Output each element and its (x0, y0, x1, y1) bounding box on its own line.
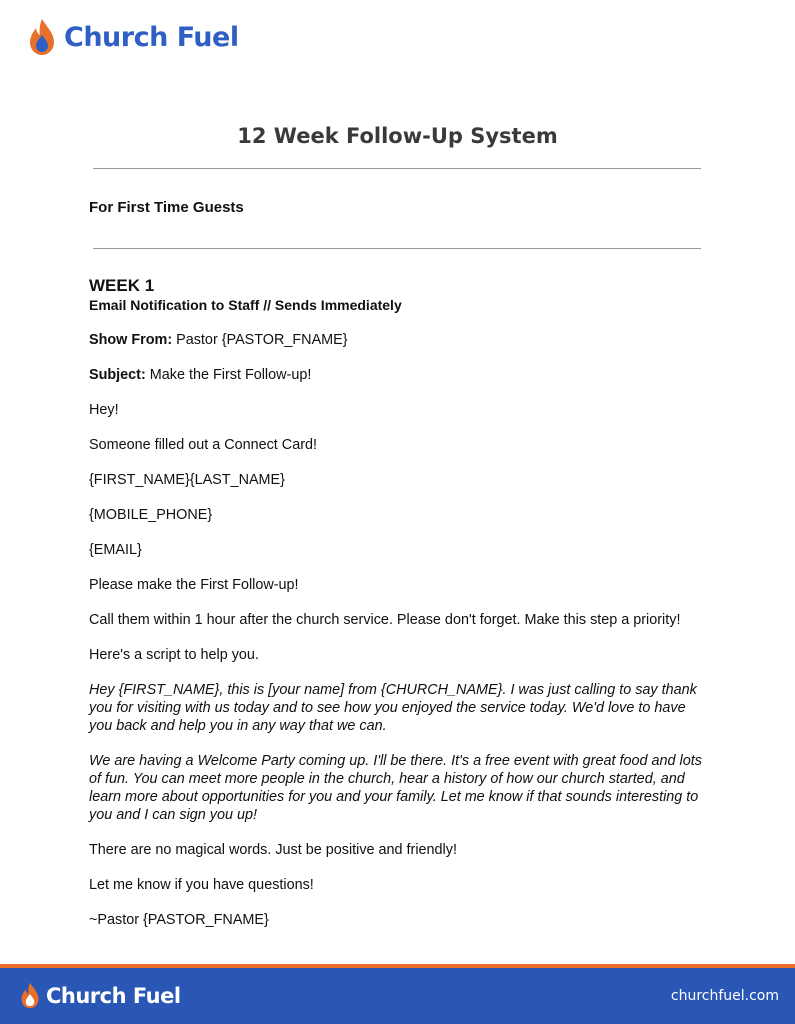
body-paragraph: Here's a script to help you. (89, 647, 259, 663)
divider (93, 168, 701, 169)
body-paragraph: {FIRST_NAME}{LAST_NAME} (89, 472, 285, 488)
script-paragraph: We are having a Welcome Party coming up. I'll be there. It's a free event with great food and lots of fun. You can meet more people in the church, hear a history of how our church started, and learn more about opportunities for you and your family. Let me know if that sounds interesting to you and I can sign you up! (89, 753, 702, 823)
script-paragraph: Hey {FIRST_NAME}, this is [your name] from {CHURCH_NAME}. I was just calling to say thank you for visiting with us today and to see how you enjoyed the service today. We'd love to have you back and help you in any way that we can. (89, 682, 697, 734)
body-paragraph: ~Pastor {PASTOR_FNAME} (89, 912, 269, 928)
document-subtitle: For First Time Guests (89, 199, 244, 216)
footer (0, 968, 795, 1024)
document-title: 12 Week Follow-Up System (237, 124, 558, 148)
flame-drop-icon (20, 982, 40, 1009)
divider (93, 248, 701, 249)
footer-brand-name: Church Fuel (46, 983, 181, 1008)
body-paragraph: There are no magical words. Just be positive and friendly! (89, 842, 457, 858)
body-paragraph: Please make the First Follow-up! (89, 577, 299, 593)
email-content (89, 276, 709, 946)
body-paragraph: Hey! (89, 402, 119, 418)
body-paragraph: {EMAIL} (89, 542, 142, 558)
body-paragraph: Let me know if you have questions! (89, 877, 314, 893)
subject-line (89, 366, 709, 384)
week-heading: WEEK 1 (89, 276, 155, 295)
header-logo (28, 18, 239, 56)
subject-label: Subject: (89, 367, 146, 383)
brand-name: Church Fuel (64, 21, 239, 53)
email-body (89, 401, 709, 929)
body-paragraph: Call them within 1 hour after the church service. Please don't forget. Make this step a priority! (89, 612, 681, 628)
footer-logo (20, 982, 181, 1009)
show-from-line (89, 331, 709, 349)
body-paragraph: {MOBILE_PHONE} (89, 507, 213, 523)
body-paragraph: Someone filled out a Connect Card! (89, 437, 317, 453)
week-subheading: Email Notification to Staff // Sends Immediately (89, 297, 402, 313)
show-from-value: Pastor {PASTOR_FNAME} (172, 332, 348, 348)
subject-value: Make the First Follow-up! (145, 367, 312, 383)
show-from-label: Show From: (89, 332, 173, 348)
flame-drop-icon (28, 18, 56, 56)
website-link[interactable]: churchfuel.com (670, 988, 779, 1004)
